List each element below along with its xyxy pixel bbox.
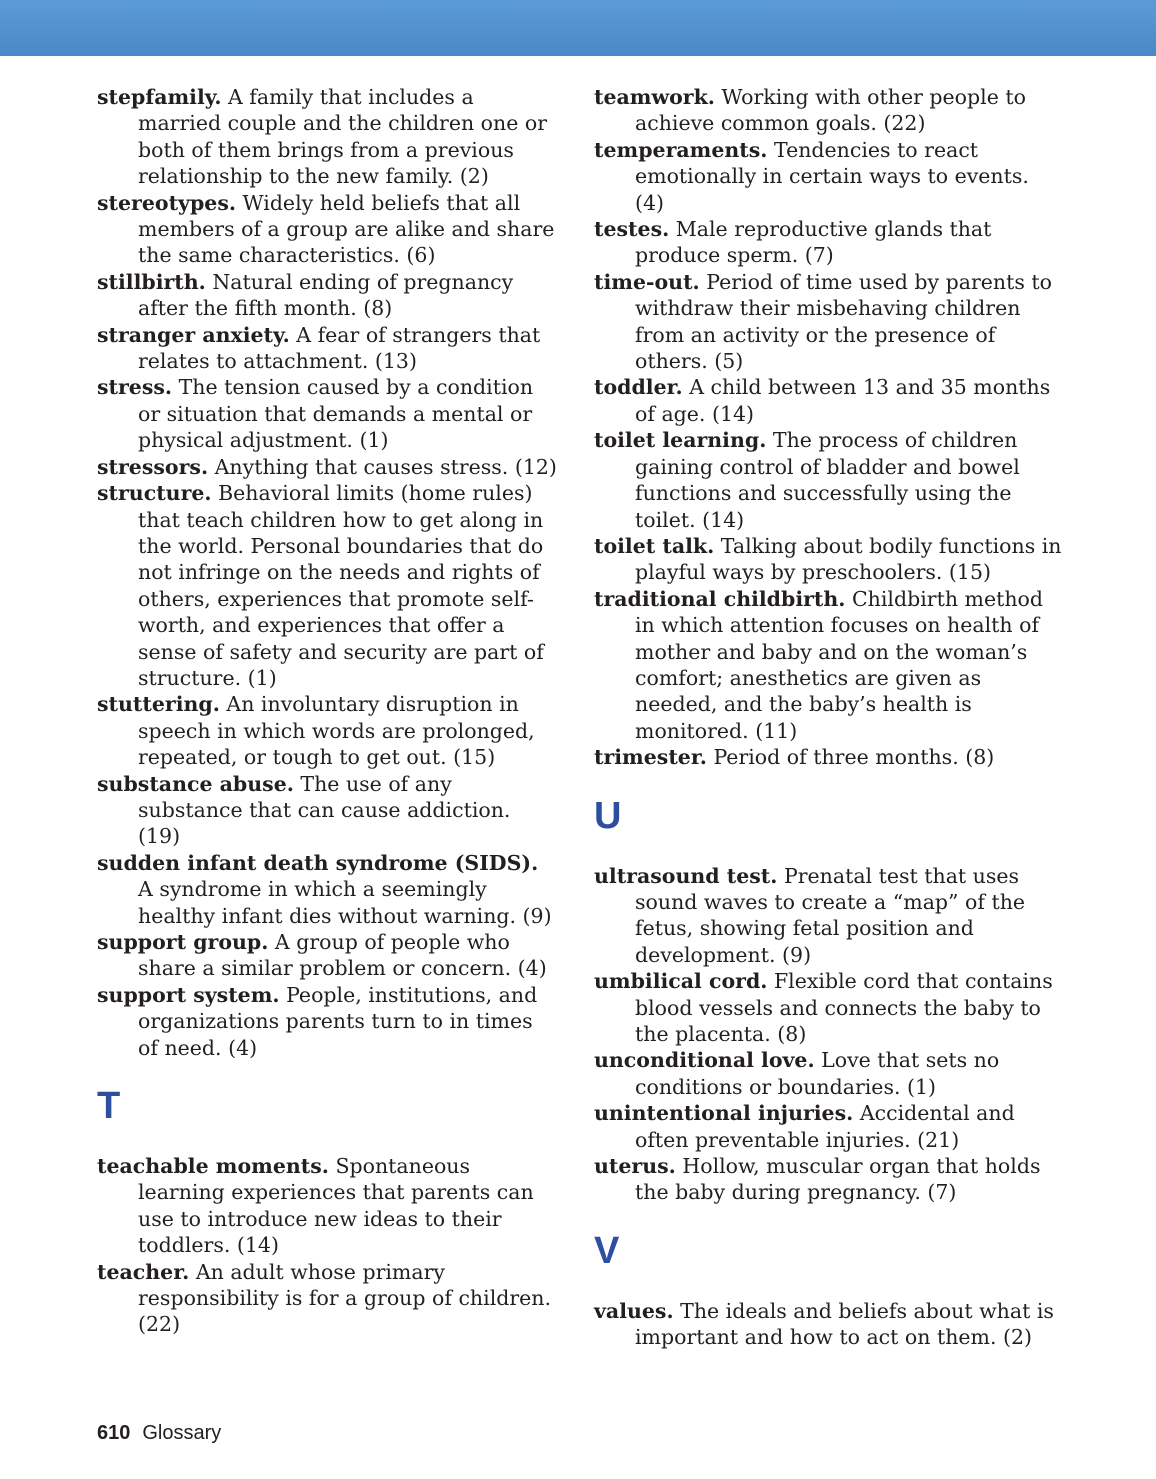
glossary-term: umbilical cord. — [594, 969, 768, 994]
glossary-definition: Spontaneous learning experiences that parents can use to introduce new ideas to their toddlers. (14) — [138, 1154, 534, 1258]
glossary-definition: The process of children gaining control of bladder and bowel functions and successfully using the toilet. (14) — [635, 428, 1020, 532]
glossary-definition: The tension caused by a condition or situation that demands a mental or physical adjustment. (1) — [138, 375, 534, 453]
glossary-entry — [594, 427, 1064, 533]
glossary-term: unintentional injuries. — [594, 1101, 854, 1126]
glossary-term: stereotypes. — [97, 190, 237, 215]
glossary-definition: Accidental and often preventable injuries. (21) — [635, 1101, 1015, 1152]
glossary-term: sudden infant death syndrome (SIDS). — [97, 850, 539, 875]
glossary-entry — [594, 1047, 1064, 1100]
glossary-entry — [594, 374, 1064, 427]
section-letter-heading: V — [594, 1229, 620, 1272]
glossary-definition: Male reproductive glands that produce sperm. (7) — [635, 217, 992, 268]
glossary-term: ultrasound test. — [594, 863, 778, 888]
glossary-term: teamwork. — [594, 85, 715, 109]
glossary-entry — [594, 216, 1064, 269]
glossary-definition: Love that sets no conditions or boundaries. (1) — [635, 1048, 1000, 1099]
glossary-definition: Talking about bodily functions in playful ways by preschoolers. (15) — [635, 533, 1062, 585]
glossary-entry — [97, 190, 557, 269]
glossary-definition: Working with other people to achieve common goals. (22) — [635, 85, 1026, 136]
glossary-definition: Period of three months. (8) — [713, 745, 995, 770]
glossary-definition: A fear of strangers that relates to attachment. (13) — [138, 322, 541, 374]
glossary-term: stepfamily. — [97, 85, 222, 109]
glossary-term: traditional childbirth. — [594, 586, 846, 611]
glossary-entry — [97, 374, 557, 453]
glossary-entry — [594, 84, 1064, 137]
glossary-term: unconditional love. — [594, 1048, 815, 1073]
glossary-entry — [594, 586, 1064, 744]
glossary-entry — [97, 480, 557, 691]
glossary-term: teachable moments. — [97, 1154, 329, 1179]
glossary-definition: Hollow, muscular organ that holds the baby during pregnancy. (7) — [635, 1154, 1041, 1205]
glossary-entry — [97, 850, 557, 929]
glossary-term: trimester. — [594, 745, 707, 770]
glossary-definition: Widely held beliefs that all members of a group are alike and share the same characteristics. (6) — [138, 190, 555, 268]
glossary-column-left — [97, 84, 557, 1338]
glossary-entry — [97, 322, 557, 375]
page-number: 610 — [97, 1422, 131, 1444]
glossary-term: stuttering. — [97, 692, 220, 717]
section-letter-heading: U — [594, 794, 622, 837]
glossary-definition: The use of any substance that can cause addiction. (19) — [138, 771, 511, 849]
page-footer — [97, 1422, 221, 1445]
glossary-term: testes. — [594, 217, 670, 242]
glossary-term: stranger anxiety. — [97, 322, 290, 347]
glossary-term: substance abuse. — [97, 771, 294, 796]
glossary-entry — [594, 1298, 1064, 1351]
glossary-definition: Behavioral limits (home rules) that teach children how to get along in the world. Personal boundaries that do not infringe on the needs and rights of others, experiences that promote self-worth, and experiences that offer a sense of safety and security are part of structure. (1) — [138, 481, 544, 690]
glossary-entry — [97, 929, 557, 982]
glossary-term: support system. — [97, 982, 280, 1007]
glossary-term: stress. — [97, 375, 173, 400]
glossary-entry — [97, 771, 557, 850]
header-band — [0, 0, 1156, 56]
glossary-entry — [97, 1153, 557, 1259]
glossary-definition: An adult whose primary responsibility is for a group of children. (22) — [138, 1259, 552, 1337]
glossary-entry — [594, 137, 1064, 216]
glossary-entry — [594, 744, 1064, 770]
glossary-entry — [594, 1100, 1064, 1153]
glossary-term: temperaments. — [594, 137, 768, 162]
glossary-definition: Anything that causes stress. (12) — [214, 454, 557, 479]
glossary-definition: Childbirth method in which attention focuses on health of mother and baby and on the woman’s comfort; anesthetics are given as needed, and the baby’s health is monitored. (11) — [635, 586, 1044, 743]
section-name: Glossary — [142, 1422, 222, 1444]
glossary-term: time-out. — [594, 269, 700, 294]
glossary-definition: The ideals and beliefs about what is important and how to act on them. (2) — [635, 1298, 1054, 1350]
glossary-term: values. — [594, 1298, 674, 1323]
glossary-definition: Prenatal test that uses sound waves to create a “map” of the fetus, showing fetal position and development. (9) — [635, 863, 1026, 967]
glossary-entry — [97, 269, 557, 322]
glossary-definition: Tendencies to react emotionally in certain ways to events. (4) — [635, 137, 1029, 215]
glossary-entry — [97, 84, 557, 190]
glossary-definition: A child between 13 and 35 months of age. (14) — [635, 375, 1051, 426]
glossary-definition: Period of time used by parents to withdraw their misbehaving children from an activity or the presence of others. (5) — [635, 269, 1052, 374]
glossary-entry — [594, 269, 1064, 375]
glossary-definition: A group of people who share a similar problem or concern. (4) — [138, 930, 547, 981]
glossary-entry — [594, 968, 1064, 1047]
glossary-term: stressors. — [97, 454, 209, 479]
glossary-entry — [594, 1153, 1064, 1206]
glossary-term: stillbirth. — [97, 269, 206, 294]
glossary-term: toilet talk. — [594, 533, 715, 558]
glossary-definition: People, institutions, and organizations parents turn to in times of need. (4) — [138, 982, 538, 1060]
glossary-term: toilet learning. — [594, 428, 767, 453]
glossary-definition: Flexible cord that contains blood vessels and connects the baby to the placenta. (8) — [635, 969, 1053, 1046]
glossary-term: structure. — [97, 481, 212, 506]
glossary-definition: An involuntary disruption in speech in which words are prolonged, repeated, or tough to get out. (15) — [138, 692, 535, 770]
glossary-entry — [97, 1259, 557, 1338]
glossary-term: teacher. — [97, 1259, 190, 1284]
glossary-entry — [97, 691, 557, 770]
glossary-definition: A syndrome in which a seemingly healthy infant dies without warning. (9) — [138, 877, 552, 928]
glossary-term: toddler. — [594, 375, 683, 400]
glossary-column-right — [594, 84, 1064, 1351]
glossary-entry — [97, 454, 557, 480]
glossary-term: uterus. — [594, 1154, 676, 1179]
glossary-definition: A family that includes a married couple and the children one or both of them brings from a previous relationship to the new family. (2) — [138, 85, 547, 189]
glossary-entry — [97, 982, 557, 1061]
glossary-entry — [594, 863, 1064, 969]
glossary-term: support group. — [97, 930, 269, 954]
glossary-definition: Natural ending of pregnancy after the fifth month. (8) — [138, 269, 514, 321]
section-letter-heading: T — [97, 1085, 121, 1128]
glossary-entry — [594, 533, 1064, 586]
